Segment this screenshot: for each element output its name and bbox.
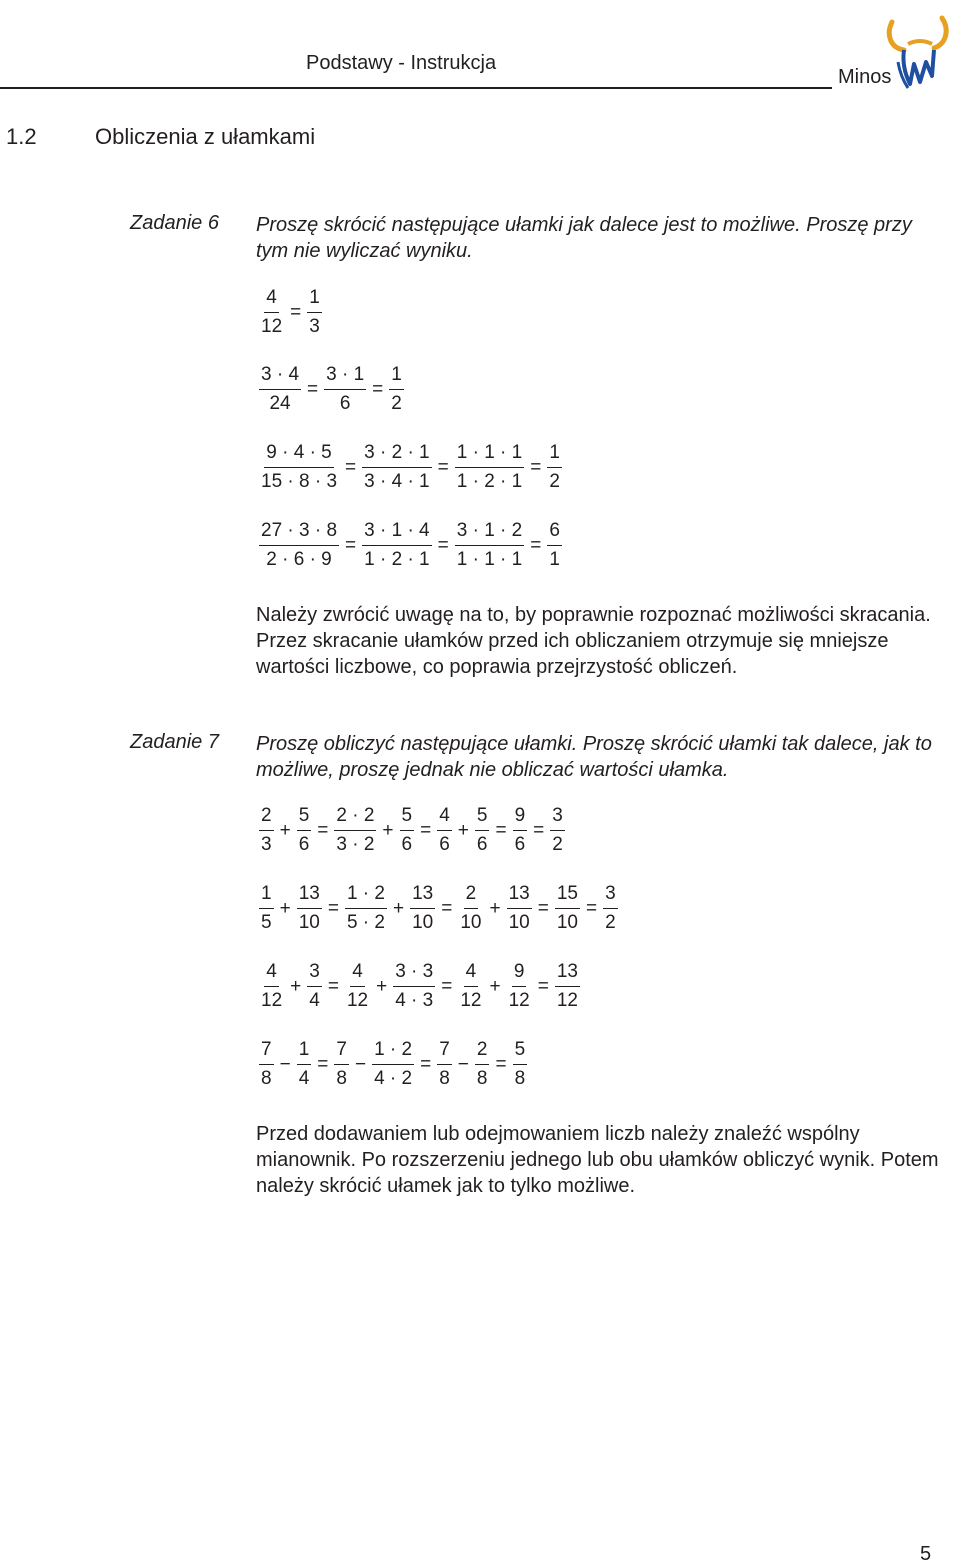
- operator: =: [530, 456, 542, 478]
- fraction: [510, 1039, 531, 1090]
- denominator: 2: [549, 471, 560, 492]
- operator: +: [489, 897, 501, 919]
- denominator: 6: [439, 834, 450, 855]
- numerator: 3 · 1 · 2: [455, 520, 524, 546]
- fraction: [504, 883, 535, 934]
- fraction: [359, 442, 434, 493]
- numerator: 4: [264, 961, 279, 987]
- operator: +: [392, 897, 405, 919]
- denominator: 3 · 2: [336, 834, 375, 855]
- denominator: 8: [336, 1068, 347, 1089]
- operator: =: [317, 819, 329, 841]
- operator: =: [441, 975, 453, 997]
- numerator: 3 · 4: [259, 364, 301, 390]
- fraction: [547, 805, 568, 856]
- fraction: [294, 805, 315, 856]
- denominator: 4 · 2: [374, 1068, 413, 1089]
- operator: =: [307, 378, 319, 400]
- fraction: [294, 883, 325, 934]
- denominator: 2 · 6 · 9: [266, 549, 332, 570]
- task6-instruction: Proszę skrócić następujące ułamki jak dalece jest to możliwe. Proszę przy tym nie wyliczać wyniku.: [256, 214, 912, 262]
- fraction: [390, 961, 438, 1012]
- denominator: 1 · 2 · 1: [364, 549, 430, 570]
- denominator: 10: [508, 912, 530, 933]
- operator: +: [382, 819, 394, 841]
- numerator: 1: [297, 1039, 312, 1065]
- denominator: 10: [298, 912, 320, 933]
- denominator: 6: [401, 834, 413, 855]
- fraction: [256, 883, 277, 934]
- fraction: [331, 805, 379, 856]
- numerator: 5: [400, 805, 415, 831]
- fraction: [455, 883, 486, 934]
- numerator: 7: [437, 1039, 452, 1065]
- fraction: [256, 805, 277, 856]
- operator: +: [457, 819, 469, 841]
- fraction: [256, 287, 287, 338]
- operator: =: [537, 975, 549, 997]
- numerator: 9 · 4 · 5: [264, 442, 333, 468]
- operator: =: [530, 534, 542, 556]
- numerator: 3: [307, 961, 322, 987]
- operator: =: [290, 301, 302, 323]
- fraction: [256, 442, 342, 493]
- operator: −: [457, 1053, 469, 1075]
- task7-instruction: Proszę obliczyć następujące ułamki. Proszę skrócić ułamki tak dalece, jak to możliwe, proszę jednak nie obliczać wartości ułamka.: [256, 733, 932, 781]
- fraction: [369, 1039, 417, 1090]
- denominator: 1 · 2 · 1: [456, 471, 523, 492]
- fraction: [397, 805, 418, 856]
- numerator: 5: [475, 805, 490, 831]
- denominator: 10: [460, 912, 482, 933]
- fraction: [256, 520, 342, 571]
- fraction: [386, 364, 407, 415]
- operator: =: [327, 897, 339, 919]
- numerator: 3 · 1 · 4: [362, 520, 431, 546]
- numerator: 13: [297, 883, 322, 909]
- denominator: 12: [460, 990, 482, 1011]
- numerator: 3 · 2 · 1: [362, 442, 431, 468]
- numerator: 7: [259, 1039, 274, 1065]
- denominator: 1: [549, 549, 560, 570]
- task6-expression: [256, 287, 325, 338]
- operator: =: [420, 819, 432, 841]
- header-rule: [0, 87, 832, 89]
- fraction: [342, 961, 373, 1012]
- task7-label: Zadanie 7: [130, 731, 219, 753]
- fraction: [472, 805, 493, 856]
- denominator: 24: [269, 393, 291, 414]
- operator: =: [345, 534, 357, 556]
- numerator: 27 · 3 · 8: [259, 520, 339, 546]
- operator: =: [437, 456, 449, 478]
- fraction: [256, 961, 287, 1012]
- header-title: Podstawy - Instrukcja: [306, 52, 497, 74]
- denominator: 2: [605, 912, 616, 933]
- denominator: 12: [508, 990, 530, 1011]
- section-number: 1.2: [6, 124, 37, 149]
- operator: =: [372, 378, 384, 400]
- numerator: 5: [513, 1039, 528, 1065]
- denominator: 6: [339, 393, 351, 414]
- denominator: 12: [346, 990, 369, 1011]
- operator: +: [279, 819, 291, 841]
- numerator: 1: [389, 364, 404, 390]
- operator: −: [279, 1053, 291, 1075]
- fraction: [452, 520, 527, 571]
- denominator: 6: [476, 834, 488, 855]
- fraction: [256, 364, 304, 415]
- denominator: 10: [412, 912, 434, 933]
- denominator: 1 · 1 · 1: [456, 549, 523, 570]
- fraction: [342, 883, 390, 934]
- denominator: 6: [298, 834, 310, 855]
- operator: =: [345, 456, 357, 478]
- denominator: 5: [261, 912, 272, 933]
- fraction: [472, 1039, 493, 1090]
- numerator: 2: [259, 805, 274, 831]
- numerator: 4: [350, 961, 365, 987]
- operator: +: [279, 897, 291, 919]
- fraction: [321, 364, 369, 415]
- task6-expression: [256, 520, 565, 571]
- fraction: [434, 805, 455, 856]
- denominator: 12: [261, 990, 283, 1011]
- fraction: [304, 287, 325, 338]
- denominator: 2: [391, 393, 402, 414]
- task7-expression: [256, 883, 621, 934]
- fraction: [256, 1039, 277, 1090]
- numerator: 1 · 2: [345, 883, 387, 909]
- fraction: [544, 442, 565, 493]
- numerator: 1 · 2: [372, 1039, 414, 1065]
- fraction: [544, 520, 565, 571]
- fraction: [359, 520, 434, 571]
- operator: =: [495, 819, 507, 841]
- header-brand: Minos: [838, 66, 892, 88]
- operator: =: [437, 534, 449, 556]
- numerator: 15: [555, 883, 580, 909]
- numerator: 13: [507, 883, 532, 909]
- operator: =: [495, 1053, 507, 1075]
- numerator: 3 · 1: [324, 364, 366, 390]
- task7-expression: [256, 805, 568, 856]
- operator: =: [441, 897, 453, 919]
- numerator: 3 · 3: [393, 961, 435, 987]
- operator: =: [537, 897, 549, 919]
- task6-expression: [256, 364, 407, 415]
- operator: =: [327, 975, 339, 997]
- fraction: [552, 883, 583, 934]
- bull-head-logo-icon: [880, 4, 960, 94]
- numerator: 13: [555, 961, 580, 987]
- denominator: 8: [514, 1068, 526, 1089]
- operator: =: [585, 897, 598, 919]
- page-number: 5: [920, 1543, 932, 1565]
- fraction: [552, 961, 583, 1012]
- numerator: 7: [334, 1039, 349, 1065]
- operator: =: [317, 1053, 329, 1075]
- fraction: [510, 805, 531, 856]
- fraction: [504, 961, 535, 1012]
- operator: +: [489, 975, 501, 997]
- operator: =: [533, 819, 545, 841]
- task6-label: Zadanie 6: [130, 212, 219, 234]
- denominator: 3: [309, 316, 320, 337]
- fraction: [331, 1039, 352, 1090]
- denominator: 12: [556, 990, 578, 1011]
- denominator: 10: [556, 912, 578, 933]
- task7-note: Przed dodawaniem lub odejmowaniem liczb należy znaleźć wspólny mianownik. Po rozszerzeniu jednego lub obu ułamków obliczyć wynik. Potem należy skrócić ułamek jak to tylko możliwe.: [256, 1123, 939, 1197]
- denominator: 8: [476, 1068, 488, 1089]
- denominator: 3 · 4 · 1: [364, 471, 430, 492]
- denominator: 8: [439, 1068, 450, 1089]
- numerator: 13: [410, 883, 435, 909]
- operator: =: [420, 1053, 432, 1075]
- denominator: 15 · 8 · 3: [261, 471, 338, 492]
- denominator: 4: [298, 1068, 310, 1089]
- numerator: 3: [550, 805, 565, 831]
- numerator: 2 · 2: [334, 805, 376, 831]
- numerator: 3: [603, 883, 618, 909]
- task7-expression: [256, 961, 583, 1012]
- numerator: 5: [297, 805, 312, 831]
- numerator: 9: [513, 805, 528, 831]
- fraction: [455, 961, 486, 1012]
- operator: −: [354, 1053, 367, 1075]
- denominator: 4: [309, 990, 320, 1011]
- denominator: 3: [261, 834, 272, 855]
- fraction: [294, 1039, 315, 1090]
- numerator: 9: [512, 961, 527, 987]
- operator: +: [290, 975, 302, 997]
- denominator: 4 · 3: [395, 990, 434, 1011]
- fraction: [452, 442, 527, 493]
- operator: +: [376, 975, 388, 997]
- section-title: Obliczenia z ułamkami: [95, 124, 316, 149]
- numerator: 2: [475, 1039, 490, 1065]
- numerator: 1: [547, 442, 562, 468]
- numerator: 1: [307, 287, 322, 313]
- denominator: 2: [552, 834, 563, 855]
- denominator: 8: [261, 1068, 272, 1089]
- denominator: 12: [261, 316, 283, 337]
- numerator: 1 · 1 · 1: [455, 442, 524, 468]
- denominator: 5 · 2: [346, 912, 385, 933]
- fraction: [304, 961, 325, 1012]
- numerator: 6: [547, 520, 562, 546]
- fraction: [600, 883, 621, 934]
- denominator: 6: [514, 834, 526, 855]
- numerator: 4: [437, 805, 452, 831]
- fraction: [434, 1039, 455, 1090]
- task6-note: Należy zwrócić uwagę na to, by poprawnie rozpoznać możliwości skracania. Przez skracanie ułamków przed ich obliczaniem otrzymuje się mniejsze wartości liczbowe, co poprawia przejrzystość obliczeń.: [256, 604, 931, 678]
- numerator: 4: [264, 287, 279, 313]
- task7-expression: [256, 1039, 530, 1090]
- numerator: 2: [464, 883, 479, 909]
- task6-expression: [256, 442, 565, 493]
- numerator: 1: [259, 883, 274, 909]
- fraction: [407, 883, 438, 934]
- numerator: 4: [464, 961, 479, 987]
